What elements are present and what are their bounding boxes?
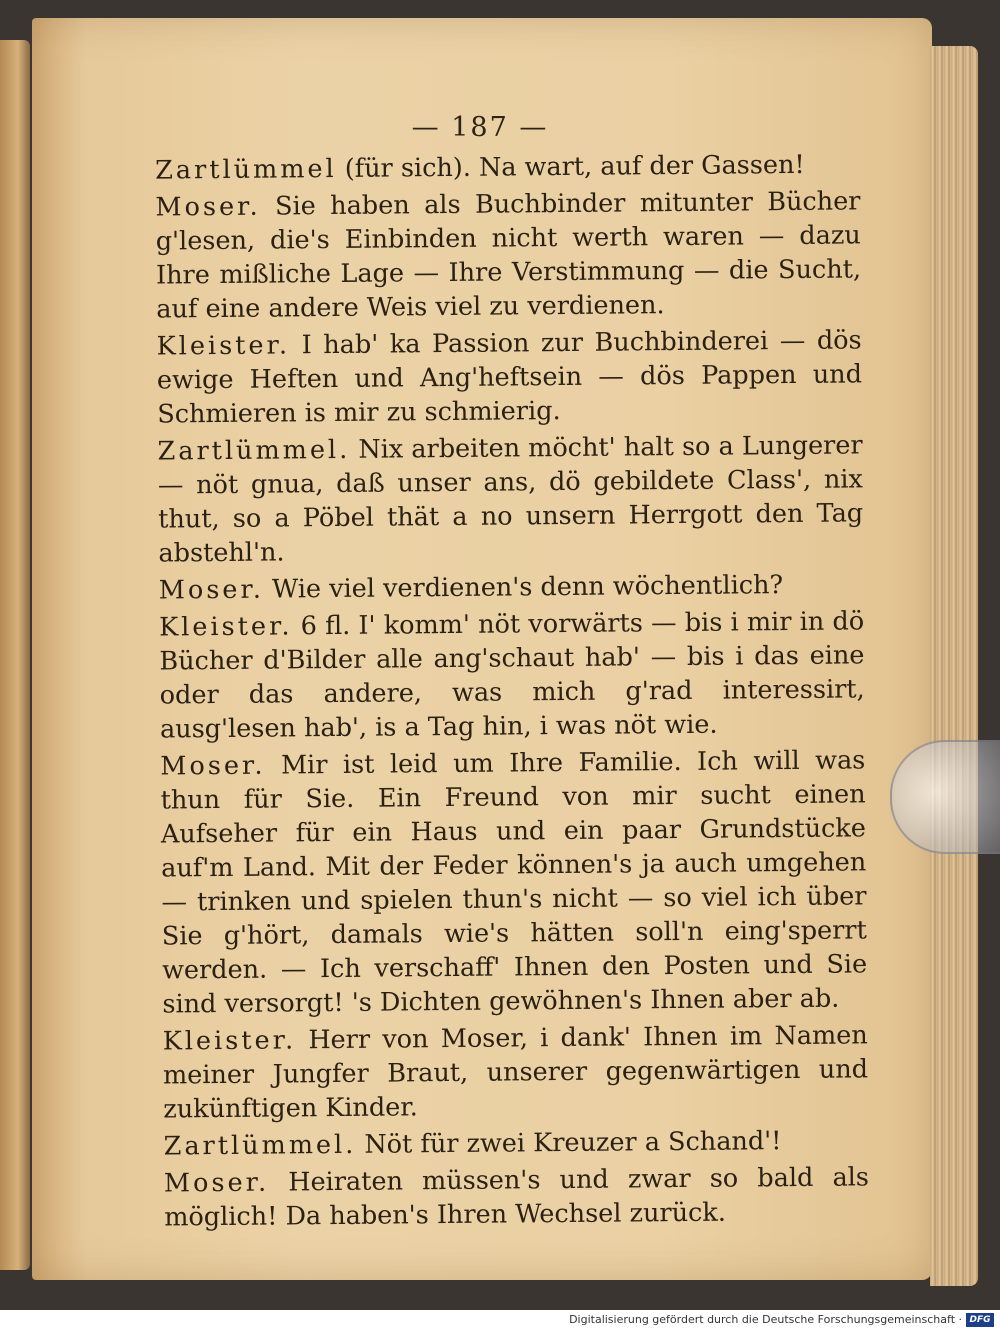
speaker-name: Zartlümmel. <box>163 1129 357 1162</box>
paragraph-text: Wie viel verdienen's denn wöchentlich? <box>263 570 784 605</box>
paragraph-text: I hab' ka Passion zur Buchbinderei — dös ewige Heften und Ang'heftsein — dös Pappen und Schmieren is mir zu schmierig. <box>156 325 863 430</box>
paragraph <box>114 1123 869 1164</box>
speaker-name: Kleister. <box>159 611 293 643</box>
text-block <box>105 147 869 1238</box>
speaker-name: Moser. <box>155 191 261 223</box>
page-number: — 187 — <box>411 112 549 143</box>
paragraph <box>107 323 863 432</box>
paragraph <box>107 428 863 571</box>
paragraph-text: Heiraten müssen's und zwar so bald als möglich! Da haben's Ihren Wechsel zurück. <box>164 1162 870 1233</box>
paragraph <box>110 743 867 1022</box>
speaker-name: Moser. <box>163 1167 270 1199</box>
paragraph <box>114 1160 870 1235</box>
page-stack-edge <box>930 46 978 1286</box>
paragraph-text: 6 fl. I' komm' nöt vorwärts — bis i mir in dö Bücher d'Bilder alle ang'schaut hab' — bis i das eine oder das andere, was mich g'rad interessirt, ausg'lesen hab', is a Tag hin, i was nöt wie. <box>159 606 865 745</box>
paragraph-text: (für sich). Na wart, auf der Gassen! <box>336 149 805 184</box>
previous-page-edge <box>0 40 30 1270</box>
paragraph <box>109 567 864 608</box>
paragraph-text: Nix arbeiten möcht' halt so a Lungerer — nöt gnua, daß unser ans, dö gebildete Class', nix thut, so a Pöbel thät a no unsern Herrgott den Tag abstehl'n. <box>157 430 864 569</box>
paragraph <box>105 147 860 188</box>
paragraph-text: Sie haben als Buchbinder mitunter Bücher g'lesen, die's Einbinden nicht werth waren — dazu Ihre mißliche Lage — Ihre Verstimmung — die Sucht, auf eine andere Weis viel zu verdienen. <box>155 186 862 325</box>
paragraph <box>105 184 861 327</box>
paragraph-text: Mir ist leid um Ihre Familie. Ich will was thun für Sie. Ein Freund von mir sucht einen Aufseher für ein Haus und ein paar Grundstücke auf'm Land. Mit der Feder können's ja auch umgehen — trinken und spielen thun's nicht — so viel ich über Sie g'hört, damals wie's hätten soll'n eing'sperrt werden. — Ich verschaff' Ihnen den Posten und Sie sind versorgt! 's Dichten gewöhnen's Ihnen aber ab. <box>160 745 868 1020</box>
paragraph <box>109 604 865 747</box>
paragraph-text: Herr von Moser, i dank' Ihnen im Namen meiner Jungfer Braut, unserer gegenwärtigen und zukünftigen Kinder. <box>162 1020 869 1125</box>
page-clip <box>890 740 1000 854</box>
speaker-name: Kleister. <box>162 1025 297 1057</box>
funding-credit: Digitalisierung gefördert durch die Deutsche Forschungsgemeinschaft · <box>569 1313 962 1326</box>
paragraph <box>113 1018 869 1127</box>
footer-bar <box>0 1310 1000 1331</box>
speaker-name: Zartlümmel <box>155 153 337 186</box>
dfg-logo: DFG <box>966 1313 994 1327</box>
speaker-name: Kleister. <box>156 330 291 362</box>
speaker-name: Zartlümmel. <box>157 434 351 467</box>
speaker-name: Moser. <box>158 574 265 606</box>
speaker-name: Moser. <box>160 750 266 782</box>
paragraph-text: Nöt für zwei Kreuzer a Schand'! <box>356 1126 782 1160</box>
